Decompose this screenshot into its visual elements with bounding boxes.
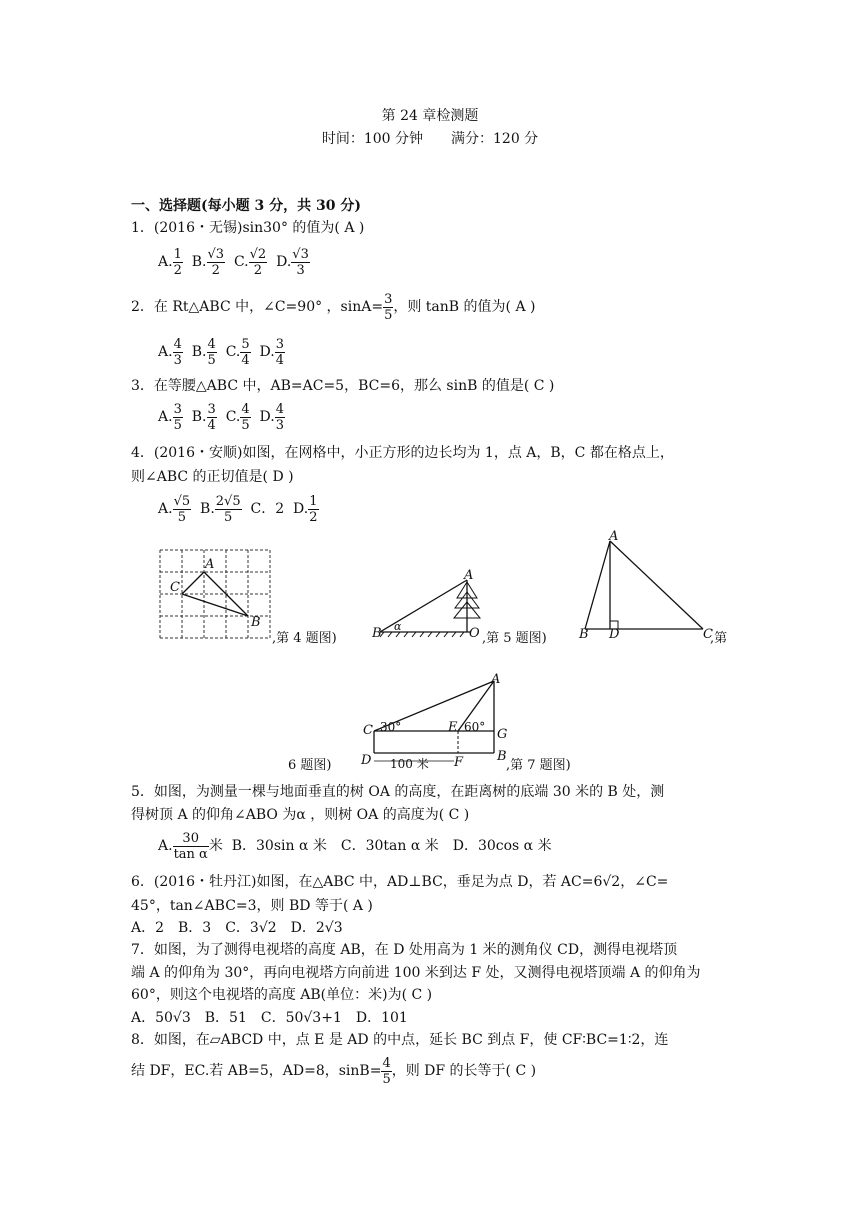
- q1-stem: 1．(2016・无锡)sin30° 的值为( A ): [131, 220, 365, 236]
- q2-stem: 2．在 Rt△ABC 中，∠C=90° ，sinA= $\frac{3}{5}$ ，则 tanB 的值为( A ): [131, 291, 536, 323]
- q1-options: A. $\frac{1}{2}$ B. $\frac{√3}{2}$ C. $\frac{√2}{2}$ D. $\frac{√3}{3}$: [158, 246, 309, 278]
- q5-options: A. $\frac{30}{\text{tan α}}$ 米 B．30sin α 米 C．30tan α 米 D．30cos α 米: [158, 830, 552, 862]
- q6-line1: 6．(2016・牡丹江)如图，在△ABC 中，AD⊥BC，垂足为点 D，若 AC=6√2，∠C=: [131, 874, 669, 890]
- q7-line2: 端 A 的仰角为 30°，再向电视塔方向前进 100 米到达 F 处，又测得电视塔顶端 A 的仰角为: [131, 965, 701, 981]
- q5-line2: 得树顶 A 的仰角∠ABO 为α ，则树 OA 的高度为( C ): [131, 807, 470, 823]
- fig6-label-d: D: [609, 627, 620, 642]
- fig4-label-b: B: [251, 615, 261, 630]
- q4-line1: 4．(2016・安顺)如图，在网格中，小正方形的边长均为 1，点 A，B，C 都在格点上，: [131, 445, 674, 461]
- fig7-label-f: F: [454, 755, 464, 770]
- q3-stem: 3．在等腰△ABC 中，AB=AC=5，BC=6，那么 sinB 的值是( C ): [131, 378, 555, 394]
- fig7-angle-30: 30°: [380, 720, 402, 734]
- q4-options: A. $\frac{√5}{5}$ B. $\frac{2√5}{5}$ C．2 D. $\frac{1}{2}$: [158, 493, 318, 525]
- fig7-distance: 100 米: [390, 757, 429, 771]
- fig7-label-b: B: [497, 749, 507, 764]
- q3-options: A. $\frac{3}{5}$ B. $\frac{3}{4}$ C. $\frac{4}{5}$ D. $\frac{4}{3}$: [158, 401, 285, 433]
- q2-options: A. $\frac{4}{3}$ B. $\frac{4}{5}$ C. $\frac{5}{4}$ D. $\frac{3}{4}$: [158, 336, 285, 368]
- figure-6-triangle: [580, 535, 710, 635]
- fig7-label-a: A: [491, 672, 501, 687]
- section-heading: 一、选择题(每小题 3 分，共 30 分): [131, 198, 361, 214]
- fig7-label-c: C: [363, 723, 373, 738]
- q7-line3: 60°，则这个电视塔的高度 AB(单位：米)为( C ): [131, 987, 433, 1003]
- fig4-label-a: A: [205, 557, 215, 572]
- fig6-caption-b: 6 题图): [288, 758, 332, 773]
- fig5-label-o: O: [469, 626, 480, 641]
- exam-meta: 时间：100 分钟 满分：120 分: [321, 131, 539, 147]
- fig4-label-c: C: [170, 580, 180, 595]
- fig7-label-e: E: [448, 720, 458, 735]
- fig7-label-g: G: [497, 727, 508, 742]
- fig6-caption-a: ,第: [710, 631, 728, 646]
- q7-options: A．50√3 B．51 C．50√3+1 D．101: [131, 1010, 408, 1026]
- fig7-caption: ,第 7 题图): [506, 758, 571, 773]
- q6-options: A．2 B．3 C．3√2 D．2√3: [131, 920, 343, 936]
- fig7-angle-60: 60°: [464, 720, 486, 734]
- fig5-label-a: A: [464, 568, 474, 583]
- fig6-label-c: C: [703, 627, 713, 642]
- fig5-label-b: B: [372, 626, 382, 641]
- q5-line1: 5．如图，为测量一棵与地面垂直的树 OA 的高度，在距离树的底端 30 米的 B 处，测: [131, 784, 665, 800]
- q8-line1: 8．如图，在▱ABCD 中，点 E 是 AD 的中点，延长 BC 到点 F，使 CF∶BC=1∶2，连: [131, 1032, 669, 1048]
- q8-line2: 结 DF，EC.若 AB=5，AD=8，sinB= $\frac{4}{5}$ ，则 DF 的长等于( C ): [131, 1055, 537, 1087]
- fig5-caption: ,第 5 题图): [482, 631, 547, 646]
- fig6-label-a: A: [609, 529, 619, 544]
- q6-line2: 45°，tan∠ABC=3，则 BD 等于( A ): [131, 898, 373, 914]
- fig5-label-alpha: α: [394, 620, 402, 633]
- fig7-label-d: D: [361, 753, 372, 768]
- page-title: 第 24 章检测题: [381, 108, 479, 124]
- fig6-label-b: B: [579, 627, 589, 642]
- fig4-caption: ,第 4 题图): [272, 631, 337, 646]
- ground-hatch: [380, 632, 464, 637]
- q7-line1: 7．如图，为了测得电视塔的高度 AB，在 D 处用高为 1 米的测角仪 CD，测得电视塔顶: [131, 942, 678, 958]
- q4-line2: 则∠ABC 的正切值是( D ): [131, 469, 294, 485]
